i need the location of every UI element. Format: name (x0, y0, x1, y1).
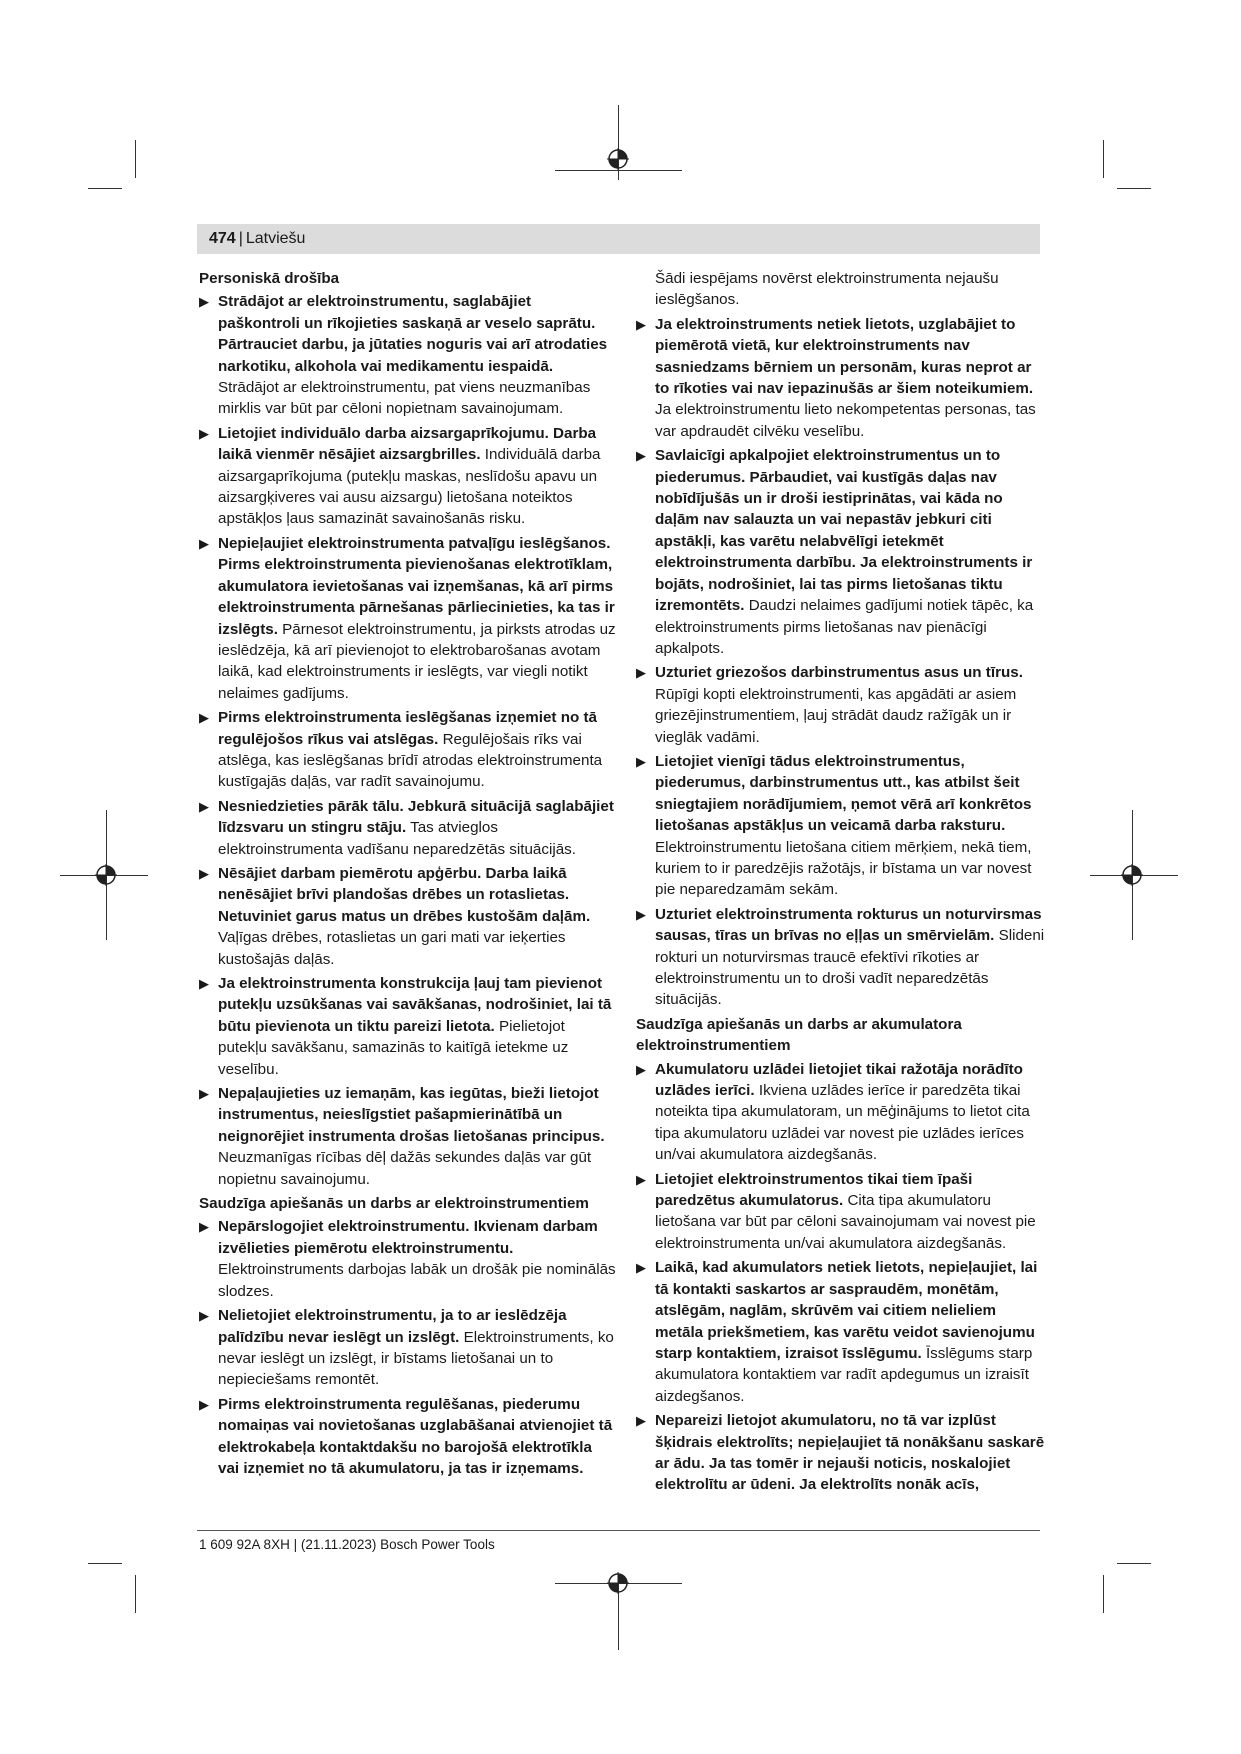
item-bold-text: Ja elektroinstrumenta konstrukcija ļauj tam pievienot putekļu uzsūkšanas vai savākšanas, nodrošiniet, lai tā būtu pievienota un tiktu pareizi lietota. (218, 975, 612, 1035)
item-bold-text: Ja elektroinstruments netiek lietots, uzglabājiet to piemērotā vietā, kur elektroinstruments nav sasniedzams bērniem un personām, kuras neprot ar to rīkoties vai nav iepazinušās ar šiem noteikumiem. (655, 315, 1034, 398)
page-number: 474 (209, 230, 236, 247)
item-text: Cita tipa akumulatoru lietošana var būt par cēloni savainojumam vai novest pie elektroinstrumenta un/vai akumulatora aizdegšanās. (655, 1192, 1036, 1252)
item-bold-text: Nepaļaujieties uz iemaņām, kas iegūtas, bieži lietojot instrumentus, neieslīgstiet pašapmierinātībā un neignorējiet instrumenta drošas lietošanas principus. (218, 1085, 605, 1145)
item-bold-text: Strādājot ar elektroinstrumentu, saglabājiet paškontroli un rīkojieties saskaņā ar veselo saprātu. Pārtrauciet darbu, ja jūtaties noguris vai arī atrodaties narkotiku, alkohola vai medikamentu iespaidā. (218, 293, 608, 375)
bullet-arrow-icon: ▶ (199, 710, 209, 726)
page-footer: 1 609 92A 8XH | (21.11.2023) Bosch Power Tools (199, 1537, 495, 1552)
bullet-arrow-icon: ▶ (199, 1396, 209, 1412)
bullet-arrow-icon: ▶ (636, 665, 646, 681)
list-item (199, 1083, 617, 1190)
right-column (636, 268, 1048, 1499)
list-item (636, 1169, 1048, 1255)
registration-line (555, 170, 682, 171)
list-item (636, 751, 1048, 901)
list-item (199, 863, 617, 970)
continuation-text: Šādi iespējams novērst elektroinstrumenta nejaušu ieslēgšanos. (655, 270, 999, 309)
section-title: Saudzīga apiešanās un darbs ar akumulatora elektroinstrumentiem (636, 1015, 962, 1055)
list-item (636, 1059, 1048, 1166)
item-text: Slideni rokturi un noturvirsmas traucē efektīvi rīkoties ar elektroinstrumentu un to droši vadīt neparedzētās situācijās. (655, 927, 1045, 1009)
header-language: Latviešu (245, 230, 306, 247)
item-text: Neuzmanīgas rīcības dēļ dažās sekundes daļās var gūt nopietnu savainojumu. (218, 1149, 592, 1188)
page-header (197, 224, 1040, 254)
list-item (199, 1216, 617, 1302)
list-item (199, 291, 617, 419)
item-bold-text: Uzturiet griezošos darbinstrumentus asus un tīrus. (655, 664, 1023, 682)
list-item (636, 904, 1048, 1011)
item-bold-text: Lietojiet vienīgi tādus elektroinstrumentus, piederumus, darbinstrumentus utt., kas atbilst šeit sniegtajiem norādījumiem, ņemot vērā arī konkrētos lietošanas apstākļus un veicamā darba raksturu. (655, 752, 1032, 835)
crop-mark (88, 188, 122, 189)
item-text: Tas atvieglos elektroinstrumenta vadīšanu neparedzētās situācijās. (218, 819, 576, 858)
item-bold-text: Nelietojiet elektroinstrumentu, ja to ar ieslēdzēja palīdzību nevar ieslēgt un izslēgt. (218, 1307, 567, 1346)
item-text: Strādājot ar elektroinstrumentu, pat viens neuzmanības mirklis var būt par cēloni nopietnam savainojumam. (218, 379, 591, 418)
item-bold-text: Nepareizi lietojot akumulatoru, no tā var izplūst šķidrais elektrolīts; nepieļaujiet tā nonākšanu saskarē ar ādu. Ja tas tomēr ir nejauši noticis, noskalojiet elektrolītu ar ūdeni. Ja elektrolīts nonāk acīs, (655, 1412, 1045, 1494)
item-bold-text: Pirms elektroinstrumenta regulēšanas, piederumu nomaiņas vai novietošanas uzglabāšanai atvienojiet tā elektrokabeļa kontaktdakšu no barojošā elektrotīkla vai izņemiet no tā akumulatoru, ja tas ir izņemams. (218, 1395, 613, 1477)
list-item (636, 1410, 1048, 1496)
crop-mark (88, 1563, 122, 1564)
item-bold-text: Nepieļaujiet elektroinstrumenta patvaļīgu ieslēgšanos. Pirms elektroinstrumenta pievienošanas elektrotīklam, akumulatora ievietošanas vai izņemšanas, kā arī pirms elektroinstrumenta pārnešanas pārliecinieties, ka tas ir izslēgts. (218, 534, 615, 638)
item-text: Elektroinstrumentu lietošana citiem mērķiem, nekā tiem, kuriem to ir paredzējis ražotājs, ir bīstama un var novest pie neparedzamām sekām. (655, 838, 1032, 899)
bullet-arrow-icon: ▶ (199, 294, 209, 310)
crop-mark (135, 140, 136, 178)
item-bold-text: Savlaicīgi apkalpojiet elektroinstrumentus un to piederumus. Pārbaudiet, vai kustīgās daļas nav nobīdījušās un ir droši iestiprinātas, vai kāda no daļām nav salauzta un vai nepastāv jebkuri citi apstākļi, kas varētu nelabvēlīgi ietekmēt elektroinstrumenta darbību. Ja elektroinstruments ir bojāts, nodrošiniet, lai tas pirms lietošanas tiktu izremontēts. (655, 447, 1033, 615)
item-bold-text: Uzturiet elektroinstrumenta rokturus un noturvirsmas sausas, tīras un brīvas no eļļas un smērvielām. (655, 905, 1042, 945)
section-title: Saudzīga apiešanās un darbs ar elektroinstrumentiem (199, 1195, 589, 1213)
bullet-arrow-icon: ▶ (636, 906, 646, 922)
item-text: Vaļīgas drēbes, rotaslietas un gari mati var ieķerties kustošajās daļās. (218, 929, 566, 968)
list-item (199, 533, 617, 704)
bullet-arrow-icon: ▶ (199, 1308, 209, 1324)
list-item (199, 423, 617, 530)
list-item (199, 973, 617, 1080)
left-column (199, 268, 617, 1482)
item-text: Ja elektroinstrumentu lieto nekompetentas personas, tas var apdraudēt cilvēku veselību. (655, 401, 1036, 440)
item-bold-text: Lietojiet elektroinstrumentos tikai tiem īpaši paredzētus akumulatorus. (655, 1170, 973, 1210)
bullet-arrow-icon: ▶ (636, 1413, 646, 1429)
item-text: Elektroinstruments, ko nevar ieslēgt un izslēgt, ir bīstams lietošanai un to nepieciešams remontēt. (218, 1328, 614, 1389)
registration-target-icon (95, 864, 117, 886)
list-item (636, 314, 1048, 442)
list-item (636, 662, 1048, 748)
registration-target-icon (607, 148, 629, 170)
crop-mark (135, 1575, 136, 1613)
item-text: Daudzi nelaimes gadījumi notiek tāpēc, ka elektroinstruments pirms lietošanas nav pienācīgi apkalpots. (655, 597, 1034, 657)
bullet-arrow-icon: ▶ (199, 1219, 209, 1235)
item-bold-text: Akumulatoru uzlādei lietojiet tikai ražotāja norādīto uzlādes ierīci. (655, 1060, 1023, 1100)
bullet-arrow-icon: ▶ (636, 1171, 646, 1187)
item-text: Individuālā darba aizsargaprīkojuma (putekļu maskas, neslīdošu apavu un aizsargķiveres vai ausu aizsargu) lietošana noteiktos apstākļos ļaus samazināt savainošanās risku. (218, 446, 601, 528)
item-bold-text: Nepārslogojiet elektroinstrumentu. Ikvienam darbam izvēlieties piemērotu elektroinstrumentu. (218, 1218, 598, 1257)
bullet-arrow-icon: ▶ (199, 798, 209, 814)
list-item (199, 707, 617, 793)
bullet-arrow-icon: ▶ (199, 425, 209, 441)
item-bold-text: Pirms elektroinstrumenta ieslēgšanas izņemiet no tā regulējošos rīkus vai atslēgas. (218, 709, 597, 748)
crop-mark (1117, 188, 1151, 189)
list-item (636, 445, 1048, 659)
item-text: Ikviena uzlādes ierīce ir paredzēta tikai noteikta tipa akumulatoram, un mēģinājums to lietot cita tipa akumulatoru uzlādei var novest pie uzlādes ierīces un/vai akumulatora aizdegšanās. (655, 1082, 1030, 1164)
item-text: Rūpīgi kopti elektroinstrumenti, kas apgādāti ar asiem griezējinstrumentiem, ļauj strādāt daudz ražīgāk un ir vieglāk vadāmi. (655, 685, 1017, 746)
item-bold-text: Lietojiet individuālo darba aizsargaprīkojumu. Darba laikā vienmēr nēsājiet aizsargbrilles. (218, 424, 597, 464)
registration-target-icon (1121, 864, 1143, 886)
bullet-arrow-icon: ▶ (199, 865, 209, 881)
item-bold-text: Nesniedzieties pārāk tālu. Jebkurā situācijā saglabājiet līdzsvaru un stingru stāju. (218, 797, 614, 837)
list-item (636, 1257, 1048, 1407)
item-text: Pielietojot putekļu savākšanu, samazinās to kaitīgā ietekme uz veselību. (218, 1017, 569, 1078)
bullet-arrow-icon: ▶ (199, 1086, 209, 1102)
bullet-arrow-icon: ▶ (199, 976, 209, 991)
list-item (199, 1394, 617, 1480)
item-text: Elektroinstruments darbojas labāk un drošāk pie nominālās slodzes. (218, 1261, 616, 1300)
item-text: Īsslēgums starp akumulatora kontaktiem var radīt apdegumus un izraisīt aizdegšanos. (655, 1344, 1033, 1405)
header-separator: | (238, 230, 243, 247)
bullet-arrow-icon: ▶ (636, 1260, 646, 1276)
item-bold-text: Nēsājiet darbam piemērotu apģērbu. Darba laikā nenēsājiet brīvi plandošas drēbes un rotaslietas. Netuviniet garus matus un drēbes kustošām daļām. (218, 864, 591, 925)
bullet-arrow-icon: ▶ (636, 316, 646, 332)
list-item (199, 1305, 617, 1391)
bullet-arrow-icon: ▶ (199, 535, 209, 551)
item-bold-text: Laikā, kad akumulators netiek lietots, nepieļaujiet, lai tā kontakti saskartos ar saspraudēm, monētām, atslēgām, naglām, skrūvēm vai citiem nelieliem metāla priekšmetiem, kas varētu veidot savienojumu starp kontaktiem, izraisot īsslēgumu. (655, 1259, 1038, 1362)
item-text: Regulējošais rīks vai atslēga, kas ieslēgšanas brīdī atrodas elektroinstrumenta kustīgajās daļās, var radīt savainojumu. (218, 730, 603, 791)
item-text: Pārnesot elektroinstrumentu, ja pirksts atrodas uz ieslēdzēja, kā arī pievienojot to elektrobarošanas avotam laikā, kad elektroinstruments ir ieslēgts, var viegli notikt nelaimes gadījums. (218, 620, 616, 702)
bullet-arrow-icon: ▶ (636, 448, 646, 464)
footer-divider (197, 1530, 1040, 1531)
registration-target-icon (607, 1572, 629, 1594)
list-item (199, 796, 617, 860)
bullet-arrow-icon: ▶ (636, 1061, 646, 1077)
bullet-arrow-icon: ▶ (636, 753, 646, 769)
section-title: Personiskā drošība (199, 270, 340, 287)
crop-mark (1103, 140, 1104, 178)
crop-mark (1103, 1575, 1104, 1613)
crop-mark (1117, 1563, 1151, 1564)
